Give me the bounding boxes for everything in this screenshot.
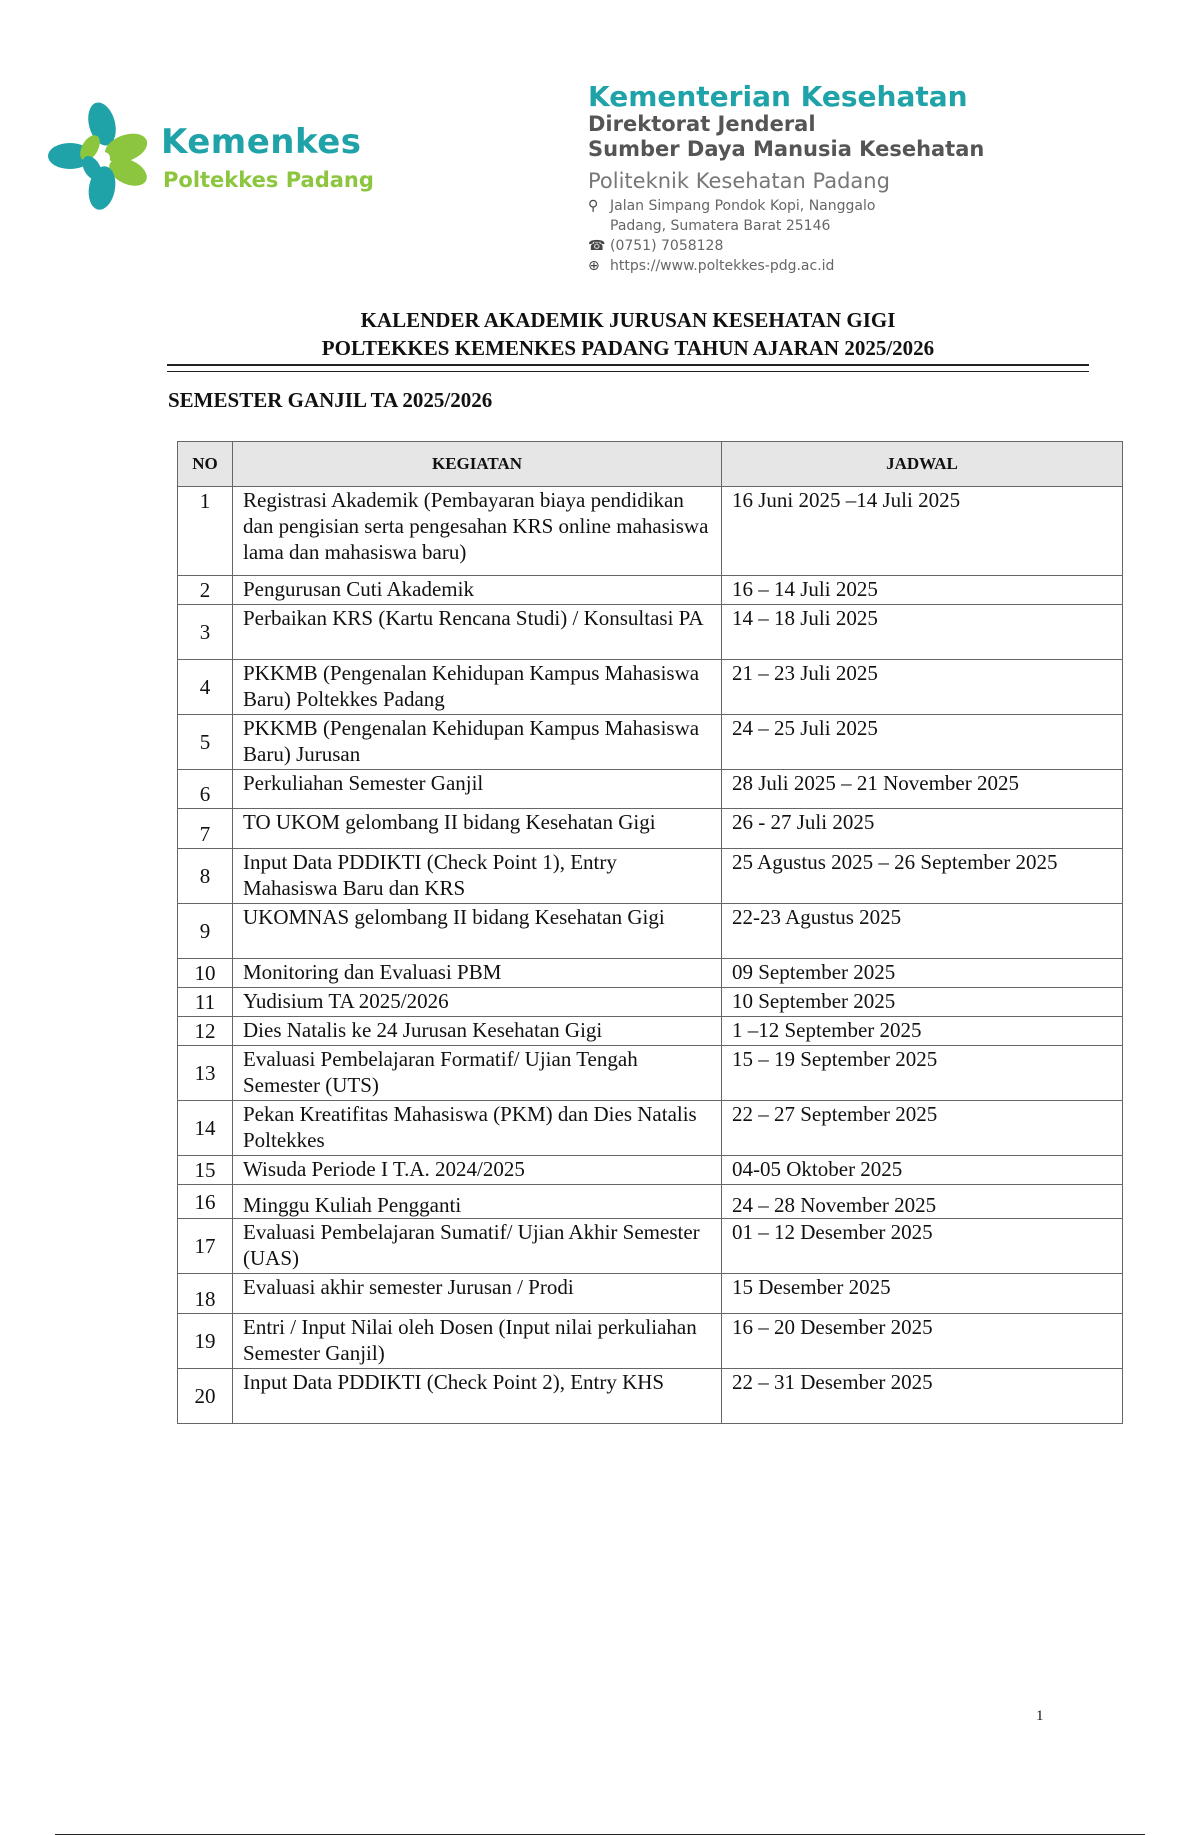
table-row xyxy=(178,988,1123,1017)
row-activity: Pengurusan Cuti Akademik xyxy=(233,576,722,605)
row-schedule: 22-23 Agustus 2025 xyxy=(722,904,1123,959)
phone-row xyxy=(588,236,1008,256)
row-no: 4 xyxy=(178,660,233,715)
row-activity: Input Data PDDIKTI (Check Point 2), Entry KHS xyxy=(233,1369,722,1424)
row-no: 16 xyxy=(178,1185,233,1219)
row-schedule: 25 Agustus 2025 – 26 September 2025 xyxy=(722,849,1123,904)
row-activity: Pekan Kreatifitas Mahasiswa (PKM) dan Dies Natalis Poltekkes xyxy=(233,1101,722,1156)
title-line-1: KALENDER AKADEMIK JURUSAN KESEHATAN GIGI xyxy=(360,308,896,332)
row-activity: Perbaikan KRS (Kartu Rencana Studi) / Konsultasi PA xyxy=(233,605,722,660)
row-no: 2 xyxy=(178,576,233,605)
row-schedule: 21 – 23 Juli 2025 xyxy=(722,660,1123,715)
row-no: 11 xyxy=(178,988,233,1017)
semester-heading: SEMESTER GANJIL TA 2025/2026 xyxy=(168,388,493,412)
row-no: 10 xyxy=(178,959,233,988)
row-schedule: 15 Desember 2025 xyxy=(722,1274,1123,1314)
letterhead xyxy=(588,82,1008,276)
directorate-line-1: Direktorat Jenderal xyxy=(588,112,816,136)
row-no: 7 xyxy=(178,809,233,849)
row-no: 12 xyxy=(178,1017,233,1046)
location-pin-icon: ⚲ xyxy=(588,198,599,214)
row-no: 15 xyxy=(178,1156,233,1185)
kemenkes-logo-icon xyxy=(46,100,151,212)
globe-icon: ⊕ xyxy=(588,258,600,274)
table-row xyxy=(178,1046,1123,1101)
row-schedule: 22 – 27 September 2025 xyxy=(722,1101,1123,1156)
row-schedule: 24 – 28 November 2025 xyxy=(722,1185,1123,1219)
row-no: 18 xyxy=(178,1274,233,1314)
column-header-no: NO xyxy=(178,442,233,487)
table-row xyxy=(178,576,1123,605)
row-activity: Entri / Input Nilai oleh Dosen (Input nilai perkuliahan Semester Ganjil) xyxy=(233,1314,722,1369)
row-schedule: 15 – 19 September 2025 xyxy=(722,1046,1123,1101)
table-row xyxy=(178,1101,1123,1156)
row-no: 5 xyxy=(178,715,233,770)
column-header-schedule: JADWAL xyxy=(722,442,1123,487)
row-no: 13 xyxy=(178,1046,233,1101)
row-schedule: 10 September 2025 xyxy=(722,988,1123,1017)
row-activity: Wisuda Periode I T.A. 2024/2025 xyxy=(233,1156,722,1185)
row-schedule: 16 Juni 2025 –14 Juli 2025 xyxy=(722,487,1123,576)
table-row xyxy=(178,1369,1123,1424)
row-activity: UKOMNAS gelombang II bidang Kesehatan Gigi xyxy=(233,904,722,959)
row-no: 1 xyxy=(178,487,233,576)
website-row xyxy=(588,256,1008,276)
row-schedule: 16 – 14 Juli 2025 xyxy=(722,576,1123,605)
website-link[interactable]: https://www.poltekkes-pdg.ac.id xyxy=(610,258,835,274)
row-no: 14 xyxy=(178,1101,233,1156)
document-title xyxy=(168,306,1088,362)
row-activity: Minggu Kuliah Pengganti xyxy=(233,1185,722,1219)
row-no: 19 xyxy=(178,1314,233,1369)
address-line-1: Jalan Simpang Pondok Kopi, Nanggalo xyxy=(610,198,876,214)
row-no: 3 xyxy=(178,605,233,660)
row-schedule: 14 – 18 Juli 2025 xyxy=(722,605,1123,660)
address-line-1-row xyxy=(588,196,1008,216)
row-activity: Input Data PDDIKTI (Check Point 1), Entry Mahasiswa Baru dan KRS xyxy=(233,849,722,904)
page-number: 1 xyxy=(1036,1708,1044,1724)
row-activity: Evaluasi Pembelajaran Sumatif/ Ujian Akhir Semester (UAS) xyxy=(233,1219,722,1274)
table-header-row xyxy=(178,442,1123,487)
table-row xyxy=(178,1274,1123,1314)
logo-brand-text: Kemenkes xyxy=(161,122,362,162)
row-schedule: 24 – 25 Juli 2025 xyxy=(722,715,1123,770)
academic-calendar-table xyxy=(177,441,1123,1424)
row-schedule: 22 – 31 Desember 2025 xyxy=(722,1369,1123,1424)
address-line-2: Padang, Sumatera Barat 25146 xyxy=(610,218,831,234)
logo-subtitle-text: Poltekkes Padang xyxy=(163,168,374,192)
table-row xyxy=(178,660,1123,715)
row-schedule: 01 – 12 Desember 2025 xyxy=(722,1219,1123,1274)
table-row xyxy=(178,1017,1123,1046)
table-row xyxy=(178,770,1123,809)
table-row xyxy=(178,904,1123,959)
row-schedule: 09 September 2025 xyxy=(722,959,1123,988)
row-no: 8 xyxy=(178,849,233,904)
row-schedule: 04-05 Oktober 2025 xyxy=(722,1156,1123,1185)
table-row xyxy=(178,715,1123,770)
row-activity: Dies Natalis ke 24 Jurusan Kesehatan Gigi xyxy=(233,1017,722,1046)
phone-number: (0751) 7058128 xyxy=(610,238,724,254)
column-header-activity: KEGIATAN xyxy=(233,442,722,487)
row-schedule: 16 – 20 Desember 2025 xyxy=(722,1314,1123,1369)
table-row xyxy=(178,849,1123,904)
row-no: 17 xyxy=(178,1219,233,1274)
title-divider xyxy=(167,364,1089,372)
row-activity: Evaluasi akhir semester Jurusan / Prodi xyxy=(233,1274,722,1314)
kemenkes-logo xyxy=(46,100,376,220)
directorate-line-2: Sumber Daya Manusia Kesehatan xyxy=(588,137,985,161)
row-activity: TO UKOM gelombang II bidang Kesehatan Gigi xyxy=(233,809,722,849)
row-schedule: 28 Juli 2025 – 21 November 2025 xyxy=(722,770,1123,809)
table-row xyxy=(178,605,1123,660)
row-activity: Monitoring dan Evaluasi PBM xyxy=(233,959,722,988)
row-no: 20 xyxy=(178,1369,233,1424)
row-no: 6 xyxy=(178,770,233,809)
phone-icon: ☎ xyxy=(588,238,606,254)
row-no: 9 xyxy=(178,904,233,959)
table-row xyxy=(178,1314,1123,1369)
table-row xyxy=(178,1185,1123,1219)
table-row xyxy=(178,959,1123,988)
row-activity: PKKMB (Pengenalan Kehidupan Kampus Mahasiswa Baru) Poltekkes Padang xyxy=(233,660,722,715)
row-activity: Perkuliahan Semester Ganjil xyxy=(233,770,722,809)
row-activity: Yudisium TA 2025/2026 xyxy=(233,988,722,1017)
table-row xyxy=(178,1156,1123,1185)
row-schedule: 1 –12 September 2025 xyxy=(722,1017,1123,1046)
row-activity: Evaluasi Pembelajaran Formatif/ Ujian Tengah Semester (UTS) xyxy=(233,1046,722,1101)
table-row xyxy=(178,487,1123,576)
table-row xyxy=(178,1219,1123,1274)
school-name: Politeknik Kesehatan Padang xyxy=(588,169,890,193)
table-row xyxy=(178,809,1123,849)
row-activity: Registrasi Akademik (Pembayaran biaya pendidikan dan pengisian serta pengesahan KRS online mahasiswa lama dan mahasiswa baru) xyxy=(233,487,722,576)
title-line-2: POLTEKKES KEMENKES PADANG TAHUN AJARAN 2025/2026 xyxy=(321,336,935,360)
row-activity: PKKMB (Pengenalan Kehidupan Kampus Mahasiswa Baru) Jurusan xyxy=(233,715,722,770)
ministry-name: Kementerian Kesehatan xyxy=(588,80,968,113)
row-schedule: 26 - 27 Juli 2025 xyxy=(722,809,1123,849)
